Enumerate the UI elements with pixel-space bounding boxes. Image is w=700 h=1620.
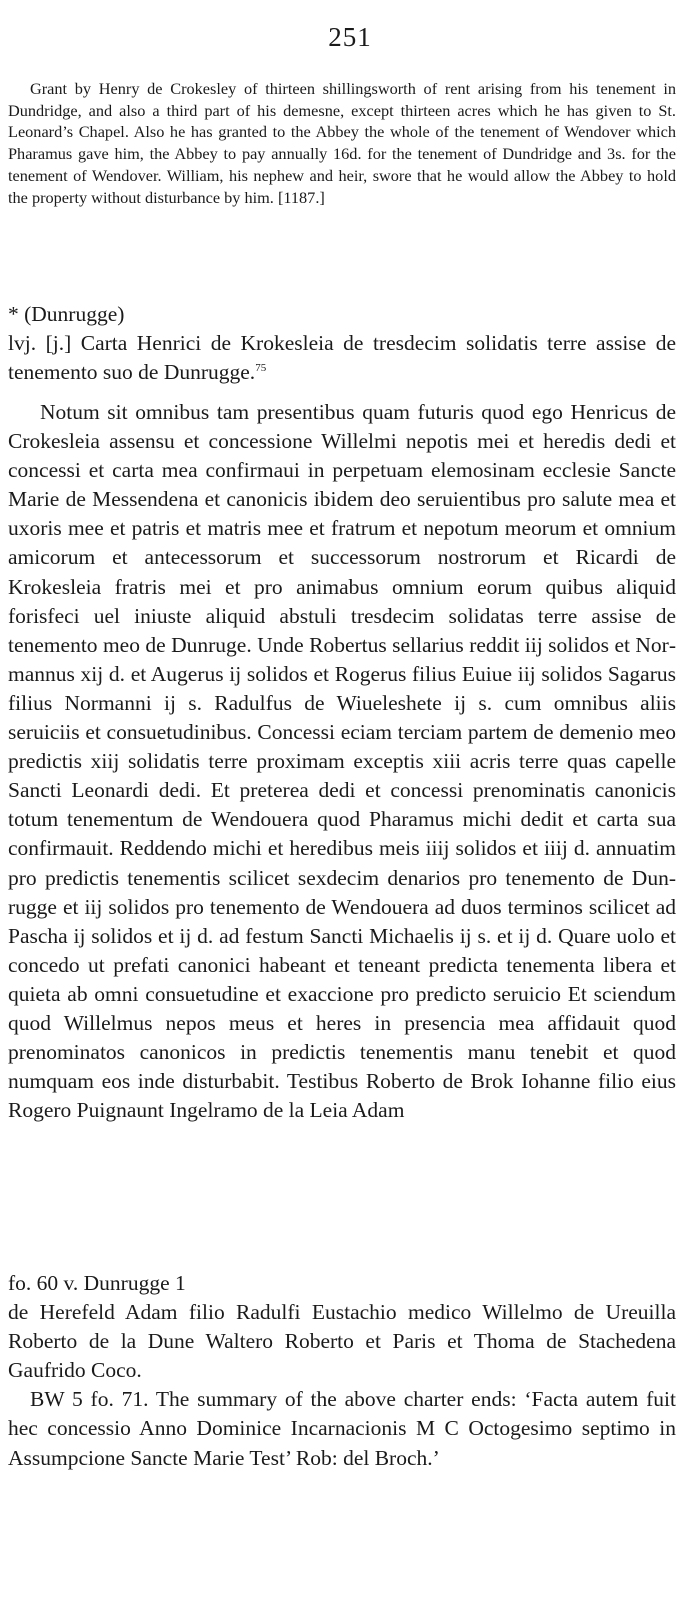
charter-latin-text: Notum sit omnibus tam presentibus quam futuris quod ego Henricus de Crokesleia assensu et concessione Willelmi nepotis mei et heredis dedi et concessi et carta mea confirmaui in perpetuam elemosinam ecclesie Sancte Marie de Messendena et canonicis ibidem deo seruientibus pro salute mea et uxoris mee et patris et matris mee et fratrum et nepotum meorum et omnium amicorum et antecessorum et successorum nostrorum et Ricardi de Krokesleia fratris mei et pro animabus omnium eorum quibus aliquid forisfeci uel iniuste aliquid abstuli tresdecim solidatas terre assise de tenemento meo de Dunruge. Unde Robertus sellarius reddit iij solidos et Normannus xij d. et Augerus ij solidos et Rogerus filius Euiue iij solidos Sagarus filius Normanni ij s. Radulfus de Wiueleshete ij s. cum omnibus aliis seruiciis et consuetudinibus. Concessi eciam terciam partem de demenio meo predictis xiij solidatis terre proximam exceptis xiii acris terre quas capelle Sancti Leonardi dedi. Et preterea dedi et concessi prenominatis canonicis totum tenementum de Wendouera quod Pharamus michi dedit et carta sua confirmauit. Reddendo michi et heredibus meis iiij solidos et iiij d. annuatim pro predictis tenementis scilicet sexdecim denarios pro tenemento de Dunrugge et iij solidos pro tenemento de Wendouera ad duos terminos scilicet ad Pascha ij solidos et ij d. ad festum Sancti Michaelis ij s. et ij d. Quare uolo et concedo ut prefati canonici habeant et teneant predicta tenementa libera et quieta ab omni consuetudine et exaccione pro predicto seruicio Et sciendum quod Willelmus nepos meus et heres in presencia mea affidauit quod prenominatos canonicos in predictis tenementis manu tenebit et quod numquam eos inde disturbabit. Testibus Roberto de Brok Iohanne filio eius Rogero Puignaunt Ingelramo de la Leia Adam xyxy=(8,400,676,1123)
charter-tail xyxy=(8,1269,676,1473)
charter-witness-continuation: de Herefeld Adam filio Radulfi Eustachio medico Willelmo de Ureuilla Roberto de la Dune Waltero Roberto et Paris et Thoma de Stachedena Gaufrido Coco. xyxy=(8,1300,676,1383)
english-summary: Grant by Henry de Crokesley of thirteen shillingsworth of rent arising from his tenement in Dundridge, and also a third part of his demesne, except thirteen acres which he has given to St. Leonard’s Chapel. Also he has granted to the Abbey the whole of the tenement of Wendover which Pharamus gave him, the Abbey to pay annually 16d. for the tenement of Dundridge and 3s. for the tenement of Wendover. William, his nephew and heir, swore that he would allow the Abbey to hold the property without disturbance by him. [1187.] xyxy=(8,79,676,207)
folio-reference: fo. 60 v. Dunrugge 1 xyxy=(8,1271,186,1295)
entry-title: lvj. [j.] Carta Henrici de Krokesleia de tresdecim solidatis terre assise de tenemento suo de Dunrugge. xyxy=(8,331,676,384)
bw-note: BW 5 fo. 71. The summary of the above charter ends: ‘Facta autem fuit hec concessio Anno Dominice Incarnacionis M C Octogesimo septimo in Assumpcione Sancte Marie Test’ Rob: del Broch.’ xyxy=(8,1387,676,1470)
page-number: 251 xyxy=(328,22,372,52)
entry-heading xyxy=(8,300,676,387)
entry-marker: * (Dunrugge) xyxy=(8,302,125,326)
footnote-reference: 75 xyxy=(255,361,267,374)
entry-title-line xyxy=(8,329,676,387)
